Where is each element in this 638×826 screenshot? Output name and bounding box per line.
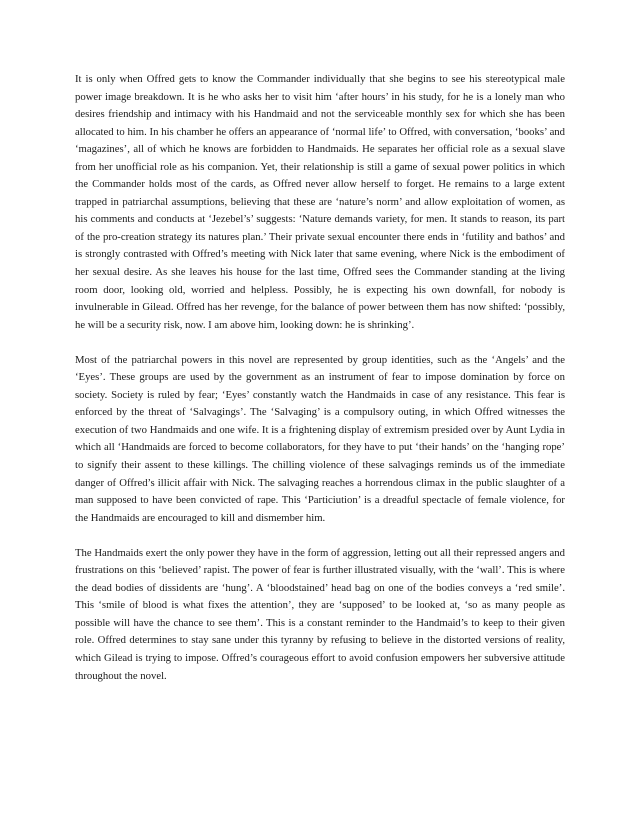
- paragraph-commander: It is only when Offred gets to know the Commander individually that she begins to see his stereotypical male power image breakdown. It is he who asks her to visit him ‘after hours’ in his study, for he is a lonely man who desires friendship and intimacy with his Handmaid and not the serviceable monthly sex for which she has been allocated to him. In his chamber he offers an appearance of ‘normal life’ to Offred, with conversation, ‘books’ and ‘magazines’, all of which he knows are forbidden to Handmaids. He separates her official role as a sexual slave from her unofficial role as his companion. Yet, their relationship is still a game of sexual power politics in which the Commander holds most of the cards, as Offred never allow herself to forget. He remains to a large extent trapped in patriarchal assumptions, believing that these are ‘nature’s norm’ and allow exploitation of women, as his comments and conducts at ‘Jezebel’s’ suggests: ‘Nature demands variety, for men. It stands to reason, its part of the pro-creation strategy its natures plan.’ Their private sexual encounter there ends in ‘futility and bathos’ and is strongly contrasted with Offred’s meeting with Nick later that same evening, where Nick is the embodiment of her sexual desire. As she leaves his house for the last time, Offred sees the Commander standing at the living room door, looking old, worried and helpless. Possibly, he is expecting his own downfall, for nobody is invulnerable in Gilead. Offred has her revenge, for the balance of power between them has now shifted: ‘possibly, he will be a security risk, now. I am above him, looking down: he is shrinking’.: [75, 73, 565, 331]
- document-page: [75, 71, 565, 685]
- paragraph-group-identities: Most of the patriarchal powers in this novel are represented by group identities, such as the ‘Angels’ and the ‘Eyes’. These groups are used by the government as an instrument of fear to impose domination by force on society. Society is ruled by fear; ‘Eyes’ constantly watch the Handmaids in case of any resistance. This fear is enforced by the threat of ‘Salvagings’. The ‘Salvaging’ is a compulsory outing, in which Offred witnesses the execution of two Handmaids and one wife. It is a frightening display of extremism presided over by Aunt Lydia in which all ‘Handmaids are forced to become collaborators, for they have to put ‘their hands’ on the ‘hanging rope’ to signify their assent to these killings. The chilling violence of these salvagings reminds us of the immediate danger of Offred’s illicit affair with Nick. The salvaging reaches a horrendous climax in the public slaughter of a man supposed to have been convicted of rape. This ‘Particiution’ is a dreadful spectacle of female violence, for the Handmaids are encouraged to kill and dismember him.: [75, 353, 565, 524]
- paragraph-handmaids-aggression: The Handmaids exert the only power they have in the form of aggression, letting out all their repressed angers and frustrations on this ‘believed’ rapist. The power of fear is further illustrated visually, with the ‘wall’. This is where the dead bodies of dissidents are ‘hung’. A ‘bloodstained’ head bag on one of the bodies conveys a ‘red smile’. This ‘smile of blood is what fixes the attention’, they are ‘supposed’ to be looked at, ‘so as many people as possible will have the chance to see them’. This is a constant reminder to the Handmaid’s to keep to their given role. Offred determines to stay sane under this tyranny by refusing to believe in the distorted versions of reality, which Gilead is trying to impose. Offred’s courageous effort to avoid confusion empowers her subversive attitude throughout the novel.: [75, 546, 565, 682]
